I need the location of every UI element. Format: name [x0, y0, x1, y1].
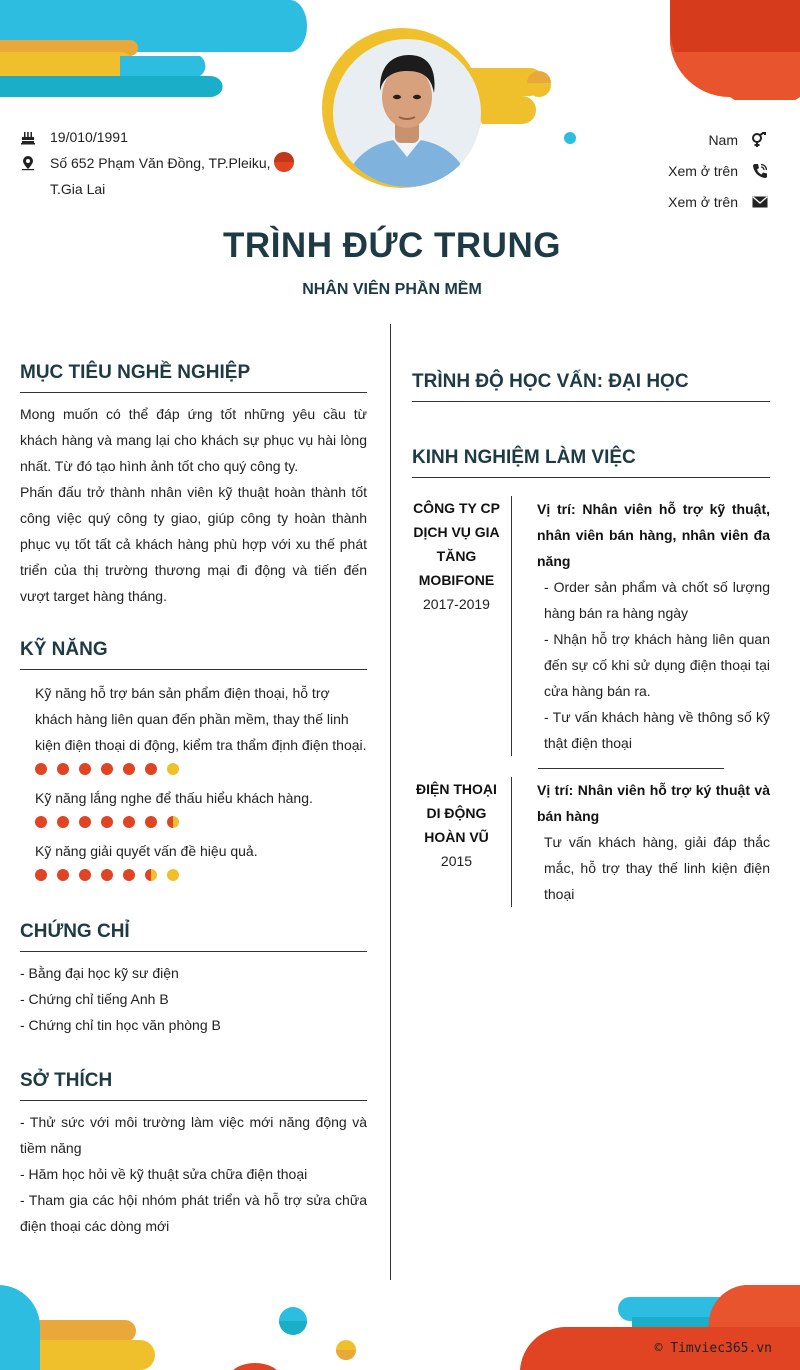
skills-heading: KỸ NĂNG	[20, 639, 367, 670]
rating-dot	[101, 816, 113, 828]
job-separator	[538, 768, 724, 769]
hobby-item: - Thử sức với môi trường làm việc mới năng động và tiềm năng	[20, 1114, 367, 1156]
decor-top-left	[0, 0, 310, 100]
experience-list	[412, 496, 770, 907]
objective-p1: Mong muốn có thể đáp ứng tốt những yêu cầu từ khách hàng và mang lại cho khách sự phục vụ hài lòng nhất. Từ đó tạo hình ảnh tốt cho quý công ty.	[20, 406, 367, 474]
email-text: Xem ở trên	[668, 193, 738, 210]
rating-dot	[123, 869, 135, 881]
rating-dot	[167, 869, 179, 881]
job-entry	[412, 777, 770, 907]
birthday-cake-icon	[20, 126, 50, 148]
rating-dot	[145, 869, 157, 881]
candidate-name: TRÌNH ĐỨC TRUNG	[223, 226, 561, 265]
address-text: Số 652 Phạm Văn Đồng, TP.Pleiku, T.Gia Lai	[50, 155, 271, 197]
rating-dot	[79, 869, 91, 881]
job-duty: - Nhận hỗ trợ khách hàng liên quan đến sự cố khi sử dụng điện thoại tại cửa hàng bán ra.	[544, 631, 770, 699]
rating-dot	[79, 763, 91, 775]
rating-dot	[167, 763, 179, 775]
rating-dot	[123, 763, 135, 775]
job-entry	[412, 496, 770, 756]
rating-dot	[79, 816, 91, 828]
job-duty: - Order sản phẩm và chốt số lượng hàng bán ra hàng ngày	[544, 579, 770, 621]
rating-dot	[57, 816, 69, 828]
skill-rating	[35, 816, 367, 828]
decor-bottom-right	[510, 1285, 800, 1370]
mail-icon	[738, 196, 768, 208]
address-row	[20, 150, 280, 202]
skill-rating	[35, 869, 367, 881]
experience-heading: KINH NGHIỆM LÀM VIỆC	[412, 447, 770, 478]
rating-dot	[145, 763, 157, 775]
rating-dot	[101, 763, 113, 775]
skill-item	[20, 785, 367, 828]
job-details	[512, 496, 770, 756]
hobby-item: - Tham gia các hội nhóm phát triển và hỗ trợ sửa chữa điện thoại các dòng mới	[20, 1192, 367, 1234]
avatar	[333, 39, 481, 187]
certificate-item: - Chứng chỉ tin học văn phòng B	[20, 1017, 221, 1033]
email-row	[668, 186, 768, 217]
gender-text: Nam	[708, 131, 738, 148]
contact-right	[668, 124, 768, 217]
rating-dot	[35, 763, 47, 775]
rating-dot	[35, 869, 47, 881]
decor-top-right	[670, 0, 800, 100]
gender-row	[668, 124, 768, 155]
skill-text: Kỹ năng lắng nghe để thấu hiểu khách hàng.	[35, 790, 313, 806]
skill-text: Kỹ năng giải quyết vấn đề hiệu quả.	[35, 843, 258, 859]
job-details	[512, 777, 770, 907]
job-duty: Tư vấn khách hàng, giải đáp thắc mắc, hỗ trợ thay thế linh kiện điện thoại	[544, 834, 770, 902]
skill-text: Kỹ năng hỗ trợ bán sản phẩm điện thoại, hỗ trợ khách hàng liên quan đến phần mềm, thay thế linh kiện điện thoại di động, kiểm tra thẩm định điện thoại.	[35, 685, 367, 753]
contact-left	[20, 124, 280, 202]
hobby-item: - Hăm học hỏi về kỹ thuật sửa chữa điện thoại	[20, 1166, 308, 1182]
phone-icon	[738, 163, 768, 179]
rating-dot	[57, 763, 69, 775]
hobbies-heading: SỞ THÍCH	[20, 1070, 367, 1101]
certificate-item: - Bằng đại học kỹ sư điện	[20, 965, 179, 981]
brand-watermark: © Timviec365.vn	[654, 1341, 772, 1356]
certificates-heading: CHỨNG CHỈ	[20, 921, 367, 952]
job-company-block	[412, 777, 512, 907]
rating-dot	[57, 869, 69, 881]
objective-p2: Phấn đấu trở thành nhân viên kỹ thuật hoàn thành tốt công việc quý công ty giao, giúp công ty hoàn thành phục vụ tốt tất cả khách hàng phù hợp với xu thế phát triển của thị trường thương mại đi động và tiến đến vượt target hàng tháng.	[20, 484, 367, 604]
job-company: CÔNG TY CP DỊCH VỤ GIA TĂNG MOBIFONE	[413, 500, 500, 588]
rating-dot	[101, 869, 113, 881]
certificates-list	[20, 960, 367, 1038]
decor-bottom-left	[0, 1285, 360, 1370]
phone-row	[668, 155, 768, 186]
certificate-item: - Chứng chỉ tiếng Anh B	[20, 991, 169, 1007]
left-column	[20, 362, 367, 1239]
skills-list	[20, 680, 367, 881]
rating-dot	[145, 816, 157, 828]
phone-text: Xem ở trên	[668, 162, 738, 179]
rating-dot	[167, 816, 179, 828]
skill-item	[20, 838, 367, 881]
job-role: Vị trí: Nhân viên hỗ trợ ký thuật và bán hàng	[537, 782, 770, 824]
rating-dot	[35, 816, 47, 828]
job-period: 2017-2019	[423, 596, 490, 612]
hobbies-list	[20, 1109, 367, 1239]
column-divider	[390, 324, 391, 1280]
gender-icon	[738, 132, 768, 148]
job-title: NHÂN VIÊN PHẦN MỀM	[302, 281, 482, 298]
skill-rating	[35, 763, 367, 775]
job-period: 2015	[440, 853, 473, 869]
rating-dot	[123, 816, 135, 828]
job-role: Vị trí: Nhân viên hỗ trợ kỹ thuật, nhân viên bán hàng, nhân viên đa năng	[537, 501, 770, 569]
right-column	[412, 362, 770, 907]
job-company: ĐIỆN THOẠI DI ĐỘNG HOÀN VŨ	[416, 781, 497, 845]
job-duty: - Tư vấn khách hàng về thông số kỹ thật điện thoại	[544, 709, 770, 751]
objective-heading: MỤC TIÊU NGHỀ NGHIỆP	[20, 362, 367, 393]
job-company-block	[412, 496, 512, 756]
birthday-row	[20, 124, 280, 150]
education-heading: TRÌNH ĐỘ HỌC VẤN: ĐẠI HỌC	[412, 371, 770, 402]
birthday-text: 19/010/1991	[50, 129, 128, 145]
skill-item	[20, 680, 367, 775]
location-pin-icon	[20, 152, 50, 174]
